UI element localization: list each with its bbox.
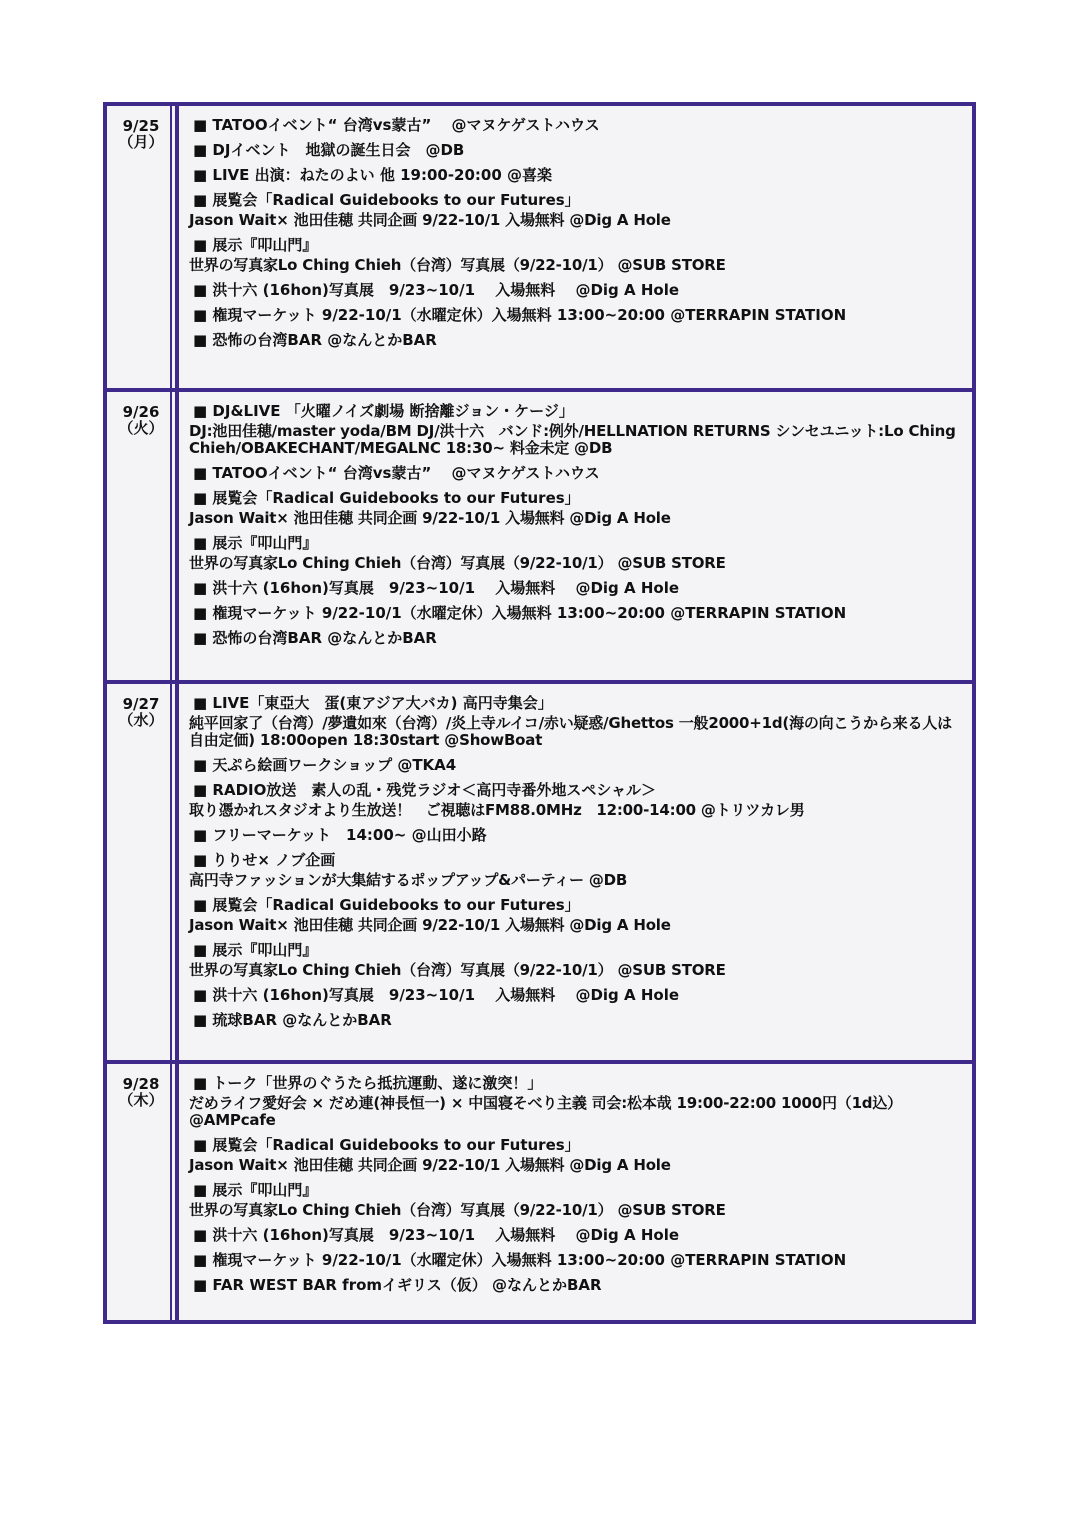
event-item — [189, 941, 964, 979]
event-title: ■ LIVE 出演：ねたのよい 他 19:00-20:00 @喜楽 — [189, 166, 964, 184]
event-title: ■ LIVE「東亞大 蛋(東アジア大バカ) 高円寺集会」 — [189, 694, 964, 712]
date: 9/28 — [122, 1075, 160, 1093]
event-title: ■ 琉球BAR @なんとかBAR — [189, 1011, 964, 1029]
event-item — [189, 781, 964, 819]
event-item — [189, 896, 964, 934]
event-item — [189, 464, 964, 482]
event-title: ■ 展示『叩山門』 — [189, 941, 964, 959]
event-item — [189, 629, 964, 647]
event-title: ■ トーク「世界のぐうたら抵抗運動、遂に激突！」 — [189, 1074, 964, 1092]
event-item — [189, 1011, 964, 1029]
weekday: （火） — [118, 419, 164, 437]
event-title: ■ 展覧会「Radical Guidebooks to our Futures」 — [189, 191, 964, 209]
event-title: ■ 恐怖の台湾BAR @なんとかBAR — [189, 629, 964, 647]
day-row — [107, 388, 972, 680]
event-detail: 世界の写真家Lo Ching Chieh（台湾）写真展（9/22-10/1） @SUB STORE — [189, 1201, 726, 1219]
event-detail: 世界の写真家Lo Ching Chieh（台湾）写真展（9/22-10/1） @SUB STORE — [189, 554, 726, 572]
date-cell — [107, 106, 179, 388]
event-item — [189, 166, 964, 184]
date-cell — [107, 1064, 179, 1320]
event-item — [189, 281, 964, 299]
event-detail: 高円寺ファッションが大集結するポップアップ&パーティー @DB — [189, 871, 628, 889]
event-title: ■ 展覧会「Radical Guidebooks to our Futures」 — [189, 896, 964, 914]
event-title: ■ 展示『叩山門』 — [189, 534, 964, 552]
event-item — [189, 826, 964, 844]
events-cell — [179, 1064, 972, 1320]
event-detail: DJ:池田佳穂/master yoda/BM DJ/洪十六 バンド:例外/HELLNATION RETURNS シンセユニット:Lo Ching Chieh/OBAKECHANT/MEGALNC 18:30~ 料金未定 @DB — [189, 422, 956, 457]
event-item — [189, 1251, 964, 1269]
weekday: （月） — [118, 133, 164, 151]
day-row — [107, 106, 972, 388]
events-cell — [179, 392, 972, 680]
event-title: ■ 権現マーケット 9/22-10/1（水曜定休）入場無料 13:00~20:00 @TERRAPIN STATION — [189, 306, 964, 324]
event-title: ■ TATOOイベント“ 台湾vs蒙古” @マヌケゲストハウス — [189, 116, 964, 134]
event-item — [189, 236, 964, 274]
event-title: ■ 権現マーケット 9/22-10/1（水曜定休）入場無料 13:00~20:00 @TERRAPIN STATION — [189, 1251, 964, 1269]
event-item — [189, 534, 964, 572]
weekday: （水） — [118, 711, 164, 729]
event-item — [189, 1074, 964, 1129]
event-item — [189, 1276, 964, 1294]
event-item — [189, 489, 964, 527]
date-cell — [107, 684, 179, 1060]
date-cell — [107, 392, 179, 680]
event-item — [189, 694, 964, 749]
event-item — [189, 579, 964, 597]
event-item — [189, 1136, 964, 1174]
event-schedule-table — [103, 102, 976, 1324]
event-item — [189, 1226, 964, 1244]
event-title: ■ りりせ× ノブ企画 — [189, 851, 964, 869]
event-title: ■ FAR WEST BAR fromイギリス（仮） @なんとかBAR — [189, 1276, 964, 1294]
event-title: ■ 展覧会「Radical Guidebooks to our Futures」 — [189, 489, 964, 507]
event-detail: だめライフ愛好会 × だめ連(神長恒一) × 中国寝そべり主義 司会:松本哉 19:00-22:00 1000円（1d込） @AMPcafe — [189, 1094, 902, 1129]
event-detail: Jason Wait× 池田佳穂 共同企画 9/22-10/1 入場無料 @Dig A Hole — [189, 1156, 671, 1174]
event-item — [189, 306, 964, 324]
event-detail: 世界の写真家Lo Ching Chieh（台湾）写真展（9/22-10/1） @SUB STORE — [189, 961, 726, 979]
weekday: （木） — [118, 1091, 164, 1109]
event-title: ■ 展示『叩山門』 — [189, 1181, 964, 1199]
event-item — [189, 604, 964, 622]
event-item — [189, 331, 964, 349]
day-row — [107, 680, 972, 1060]
event-title: ■ 洪十六 (16hon)写真展 9/23~10/1 入場無料 @Dig A Hole — [189, 986, 964, 1004]
event-detail: Jason Wait× 池田佳穂 共同企画 9/22-10/1 入場無料 @Dig A Hole — [189, 916, 671, 934]
event-title: ■ 展覧会「Radical Guidebooks to our Futures」 — [189, 1136, 964, 1154]
event-item — [189, 402, 964, 457]
event-item — [189, 141, 964, 159]
event-item — [189, 116, 964, 134]
event-detail: 世界の写真家Lo Ching Chieh（台湾）写真展（9/22-10/1） @SUB STORE — [189, 256, 726, 274]
event-title: ■ 洪十六 (16hon)写真展 9/23~10/1 入場無料 @Dig A Hole — [189, 281, 964, 299]
event-title: ■ TATOOイベント“ 台湾vs蒙古” @マヌケゲストハウス — [189, 464, 964, 482]
date: 9/25 — [122, 117, 160, 135]
event-detail: 取り憑かれスタジオより生放送！ ご視聴はFM88.0MHz 12:00-14:00 @トリツカレ男 — [189, 801, 805, 819]
event-item — [189, 986, 964, 1004]
event-title: ■ 洪十六 (16hon)写真展 9/23~10/1 入場無料 @Dig A Hole — [189, 1226, 964, 1244]
event-title: ■ DJイベント 地獄の誕生日会 @DB — [189, 141, 964, 159]
event-title: ■ 権現マーケット 9/22-10/1（水曜定休）入場無料 13:00~20:00 @TERRAPIN STATION — [189, 604, 964, 622]
event-title: ■ DJ&LIVE 「火曜ノイズ劇場 断捨離ジョン・ケージ」 — [189, 402, 964, 420]
date: 9/26 — [122, 403, 160, 421]
event-item — [189, 191, 964, 229]
event-item — [189, 851, 964, 889]
event-title: ■ 洪十六 (16hon)写真展 9/23~10/1 入場無料 @Dig A Hole — [189, 579, 964, 597]
day-row — [107, 1060, 972, 1320]
event-item — [189, 1181, 964, 1219]
event-title: ■ 展示『叩山門』 — [189, 236, 964, 254]
events-cell — [179, 684, 972, 1060]
event-item — [189, 756, 964, 774]
event-title: ■ フリーマーケット 14:00~ @山田小路 — [189, 826, 964, 844]
date: 9/27 — [122, 695, 160, 713]
event-title: ■ RADIO放送 素人の乱・残党ラジオ＜高円寺番外地スペシャル＞ — [189, 781, 964, 799]
event-detail: Jason Wait× 池田佳穂 共同企画 9/22-10/1 入場無料 @Dig A Hole — [189, 509, 671, 527]
events-cell — [179, 106, 972, 388]
event-detail: Jason Wait× 池田佳穂 共同企画 9/22-10/1 入場無料 @Dig A Hole — [189, 211, 671, 229]
event-detail: 純平回家了（台湾）/夢遺如來（台湾）/炎上寺ルイコ/赤い疑惑/Ghettos 一般2000+1d(海の向こうから来る人は自由定価) 18:00open 18:30start @ShowBoat — [189, 714, 952, 749]
event-title: ■ 恐怖の台湾BAR @なんとかBAR — [189, 331, 964, 349]
event-title: ■ 天ぷら絵画ワークショップ @TKA4 — [189, 756, 964, 774]
